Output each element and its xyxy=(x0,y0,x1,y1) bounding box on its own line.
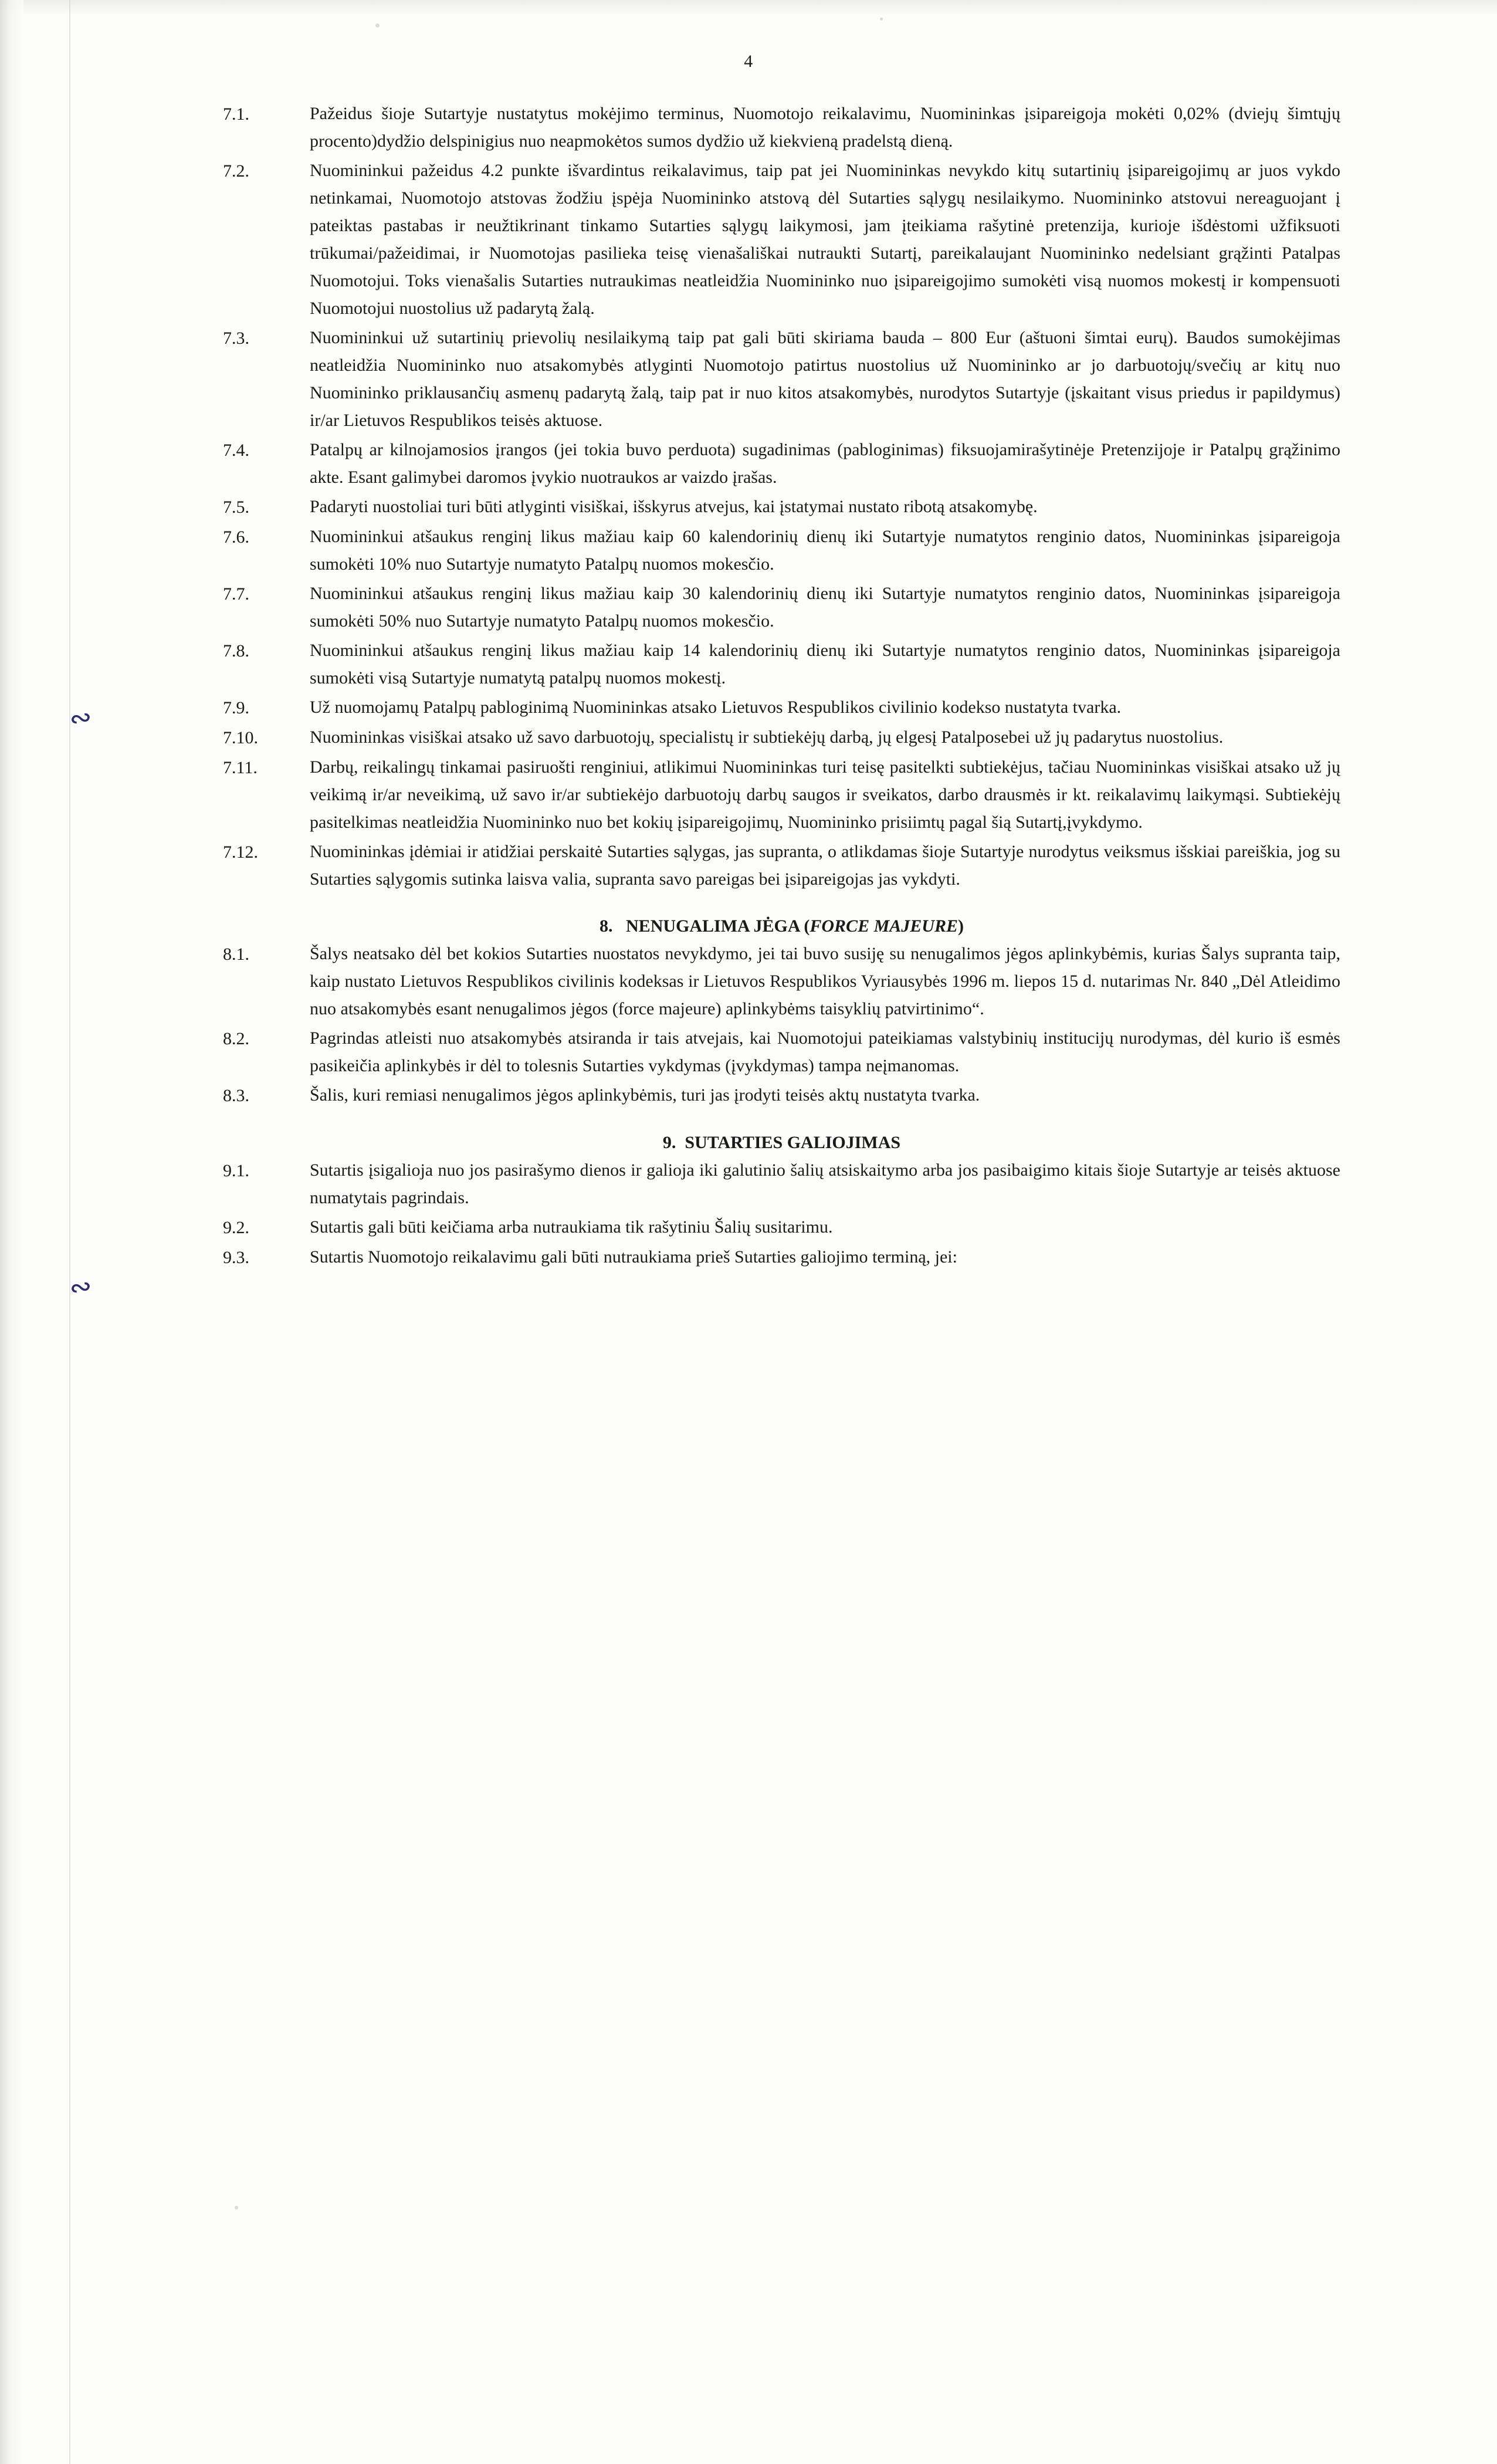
clause-text: Nuomininkui atšaukus renginį likus mažiau kaip 30 kalendorinių dienų iki Sutartyje numatytos renginio datos, Nuomininkas įsipareigoja sumokėti 50% nuo Sutartyje numatyto Patalpų nuomos mokesčio. xyxy=(310,584,1340,631)
clause-number: 9.2. xyxy=(223,1218,249,1237)
clause-text: Šalis, kuri remiasi nenugalimos jėgos aplinkybėmis, turi jas įrodyti teisės aktų nustatyta tvarka. xyxy=(310,1085,980,1105)
clause-text: Nuomininkui už sutartinių prievolių nesilaikymą taip pat gali būti skiriama bauda – 800 Eur (aštuoni šimtai eurų). Baudos sumokėjimas neatleidžia Nuomininko nuo atsakomybės atlyginti Nuomotojo patirtus nuostolius už Nuomininko ar jo darbuotojų/svečių ar kitų nuo Nuomininko priklausančių asmenų padarytą žalą, taip pat ir nuo kitos atsakomybės, nurodytos Sutartyje (įskaitant visus priedus ir papildymus) ir/ar Lietuvos Respublikos teisės aktuose. xyxy=(310,328,1340,430)
clause-text: Nuomininkui pažeidus 4.2 punkte išvardintus reikalavimus, taip pat jei Nuomininkas nevykdo kitų sutartinių įsipareigojimų ar juos vykdo netinkamai, Nuomotojo atstovas žodžiu įspėja Nuomininko atstovą dėl Sutarties sąlygų nesilaikymo. Nuomininko atstovui nereaguojant į pateiktas pastabas ir neužtikrinant tinkamo Sutarties sąlygų laikymosi, jam įteikiama rašytinė pretenzija, kurioje išdėstomi užfiksuoti trūkumai/pažeidimai, ir Nuomotojas pasilieka teisę vienašališkai nutraukti Sutartį, pareikalaujant Nuomininko nedelsiant grąžinti Patalpas Nuomotojui. Toks vienašalis Sutarties nutraukimas neatleidžia Nuomininko nuo įsipareigojimo sumokėti visą nuomos mokestį ir kompensuoti Nuomotojui nuostolius už padarytą žalą. xyxy=(310,161,1340,318)
scan-speck xyxy=(880,18,883,21)
clause-text: Padaryti nuostoliai turi būti atlyginti visiškai, išskyrus atvejus, kai įstatymai nustato ribotą atsakomybę. xyxy=(310,497,1038,516)
clause-number: 9.1. xyxy=(223,1161,249,1180)
clause-text: Sutartis Nuomotojo reikalavimu gali būti nutraukiama prieš Sutarties galiojimo terminą, jei: xyxy=(310,1247,957,1267)
clause-row xyxy=(223,157,1340,322)
clause-text: Darbų, reikalingų tinkamai pasiruošti renginiui, atlikimui Nuomininkas turi teisę pasitelkti subtiekėjus, tačiau Nuomininkas visiškai atsako už jų veikimą ir/ar neveikimą, už savo ir/ar subtiekėjo darbuotojų darbų saugos ir sveikatos, darbo drausmės ir kt. reikalavimų laikymąsi. Subtiekėjų pasitelkimas neatleidžia Nuomininko nuo bet kokių įsipareigojimų, Nuomininko prisiimtų pagal šią Sutartį,įvykdymo. xyxy=(310,757,1340,832)
clause-text: Nuomininkas visiškai atsako už savo darbuotojų, specialistų ir subtiekėjų darbą, jų elgesį Patalposebei už jų padarytus nuostolius. xyxy=(310,727,1224,747)
clause-number: 9.3. xyxy=(223,1248,249,1267)
clause-text: Pagrindas atleisti nuo atsakomybės atsiranda ir tais atvejais, kai Nuomotojui pateikiamas valstybinių institucijų nurodymas, dėl kurio iš esmės pasikeičia aplinkybės ir dėl to tolesnis Sutarties vykdymas (įvykdymas) tampa neįmanomas. xyxy=(310,1028,1340,1075)
clause-number: 8.1. xyxy=(223,945,249,964)
clause-row xyxy=(223,693,1340,722)
clause-number: 7.10. xyxy=(223,728,258,747)
clause-row xyxy=(223,1156,1340,1211)
clause-row xyxy=(223,753,1340,836)
scan-speck xyxy=(235,2206,238,2209)
section-8-number: 8. xyxy=(600,916,613,936)
scan-edge-top xyxy=(0,0,1497,15)
clause-row xyxy=(223,100,1340,155)
clause-row xyxy=(223,637,1340,692)
clause-number: 7.9. xyxy=(223,698,249,717)
clause-text: Už nuomojamų Patalpų pabloginimą Nuomininkas atsako Lietuvos Respublikos civilinio kodekso nustatyta tvarka. xyxy=(310,698,1122,717)
clause-number: 7.3. xyxy=(223,329,249,348)
clause-text: Sutartis gali būti keičiama arba nutraukiama tik rašytiniu Šalių susitarimu. xyxy=(310,1217,833,1237)
clause-number: 8.2. xyxy=(223,1029,249,1048)
section-9-number: 9. xyxy=(662,1133,676,1152)
clause-number: 7.8. xyxy=(223,641,249,661)
clause-row xyxy=(223,580,1340,635)
clause-number: 7.7. xyxy=(223,584,249,604)
scan-speck xyxy=(375,23,380,28)
clause-row xyxy=(223,523,1340,578)
clause-number: 7.12. xyxy=(223,842,258,862)
clause-row xyxy=(223,1243,1340,1271)
document-body xyxy=(223,100,1340,1273)
clause-number: 7.2. xyxy=(223,161,249,181)
clause-number: 8.3. xyxy=(223,1086,249,1105)
clause-row xyxy=(223,1081,1340,1109)
clause-text: Sutartis įsigalioja nuo jos pasirašymo dienos ir galioja iki galutinio šalių atsiskaitymo arba jos pasibaigimo kitais šioje Sutartyje ar teisės aktuose numatytais pagrindais. xyxy=(310,1160,1340,1207)
clause-number: 7.1. xyxy=(223,104,249,124)
margin-rule-line xyxy=(69,0,70,2464)
clause-text: Šalys neatsako dėl bet kokios Sutarties nuostatos nevykdymo, jei tai buvo susiję su nenugalimos jėgos aplinkybėmis, kurias Šalys supranta taip, kaip nustato Lietuvos Respublikos civilinis kodeksas ir Lietuvos Respublikos Vyriausybės 1996 m. liepos 15 d. nutarimas Nr. 840 „Dėl Atleidimo nuo atsakomybės esant nenugalimos jėgos (force majeure) aplinkybėms taisyklių patvirtinimo“. xyxy=(310,944,1340,1018)
clause-row xyxy=(223,838,1340,893)
handwritten-mark: ∾ xyxy=(67,1270,94,1304)
clause-row xyxy=(223,493,1340,521)
clause-number: 7.4. xyxy=(223,441,249,460)
section-8-title-italic: FORCE MAJEURE xyxy=(810,916,958,936)
clause-text: Pažeidus šioje Sutartyje nustatytus mokėjimo terminus, Nuomotojo reikalavimu, Nuomininkas įsipareigoja mokėti 0,02% (dviejų šimtųjų procento)dydžio delspinigius nuo neapmokėtos sumos dydžio už kiekvieną pradelstą dieną. xyxy=(310,104,1340,151)
clause-text: Patalpų ar kilnojamosios įrangos (jei tokia buvo perduota) sugadinimas (pabloginimas) fiksuojamirašytinėje Pretenzijoje ir Patalpų grąžinimo akte. Esant galimybei daromos įvykio nuotraukos ar vaizdo įrašas. xyxy=(310,440,1340,487)
clause-text: Nuomininkui atšaukus renginį likus mažiau kaip 14 kalendorinių dienų iki Sutartyje numatytos renginio datos, Nuomininkas įsipareigoja sumokėti visą Sutartyje numatytą patalpų nuomos mokestį. xyxy=(310,641,1340,688)
page-number: 4 xyxy=(744,52,753,71)
section-heading-8 xyxy=(223,916,1340,936)
clause-number: 7.11. xyxy=(223,758,258,777)
clause-row xyxy=(223,1213,1340,1241)
clause-row xyxy=(223,324,1340,434)
section-9-title: SUTARTIES GALIOJIMAS xyxy=(685,1133,901,1152)
scan-edge-left xyxy=(0,0,23,2464)
clause-number: 7.6. xyxy=(223,527,249,547)
clause-row xyxy=(223,723,1340,752)
clause-text: Nuomininkui atšaukus renginį likus mažiau kaip 60 kalendorinių dienų iki Sutartyje numatytos renginio datos, Nuomininkas įsipareigoja sumokėti 10% nuo Sutartyje numatyto Patalpų nuomos mokesčio. xyxy=(310,527,1340,574)
clause-row xyxy=(223,436,1340,491)
clause-row xyxy=(223,940,1340,1023)
handwritten-mark: ∾ xyxy=(67,701,94,735)
clause-row xyxy=(223,1024,1340,1079)
clause-text: Nuomininkas įdėmiai ir atidžiai perskaitė Sutarties sąlygas, jas supranta, o atlikdamas šioje Sutartyje nurodytus veiksmus išskiai pareiškia, jog su Sutarties sąlygomis sutinka laisva valia, supranta savo pareigas bei įsipareigojas jas vykdyti. xyxy=(310,842,1340,889)
section-heading-9 xyxy=(223,1133,1340,1153)
clause-number: 7.5. xyxy=(223,497,249,517)
section-8-title-tail: ) xyxy=(957,916,964,936)
section-8-title: NENUGALIMA JĖGA ( xyxy=(626,916,810,936)
